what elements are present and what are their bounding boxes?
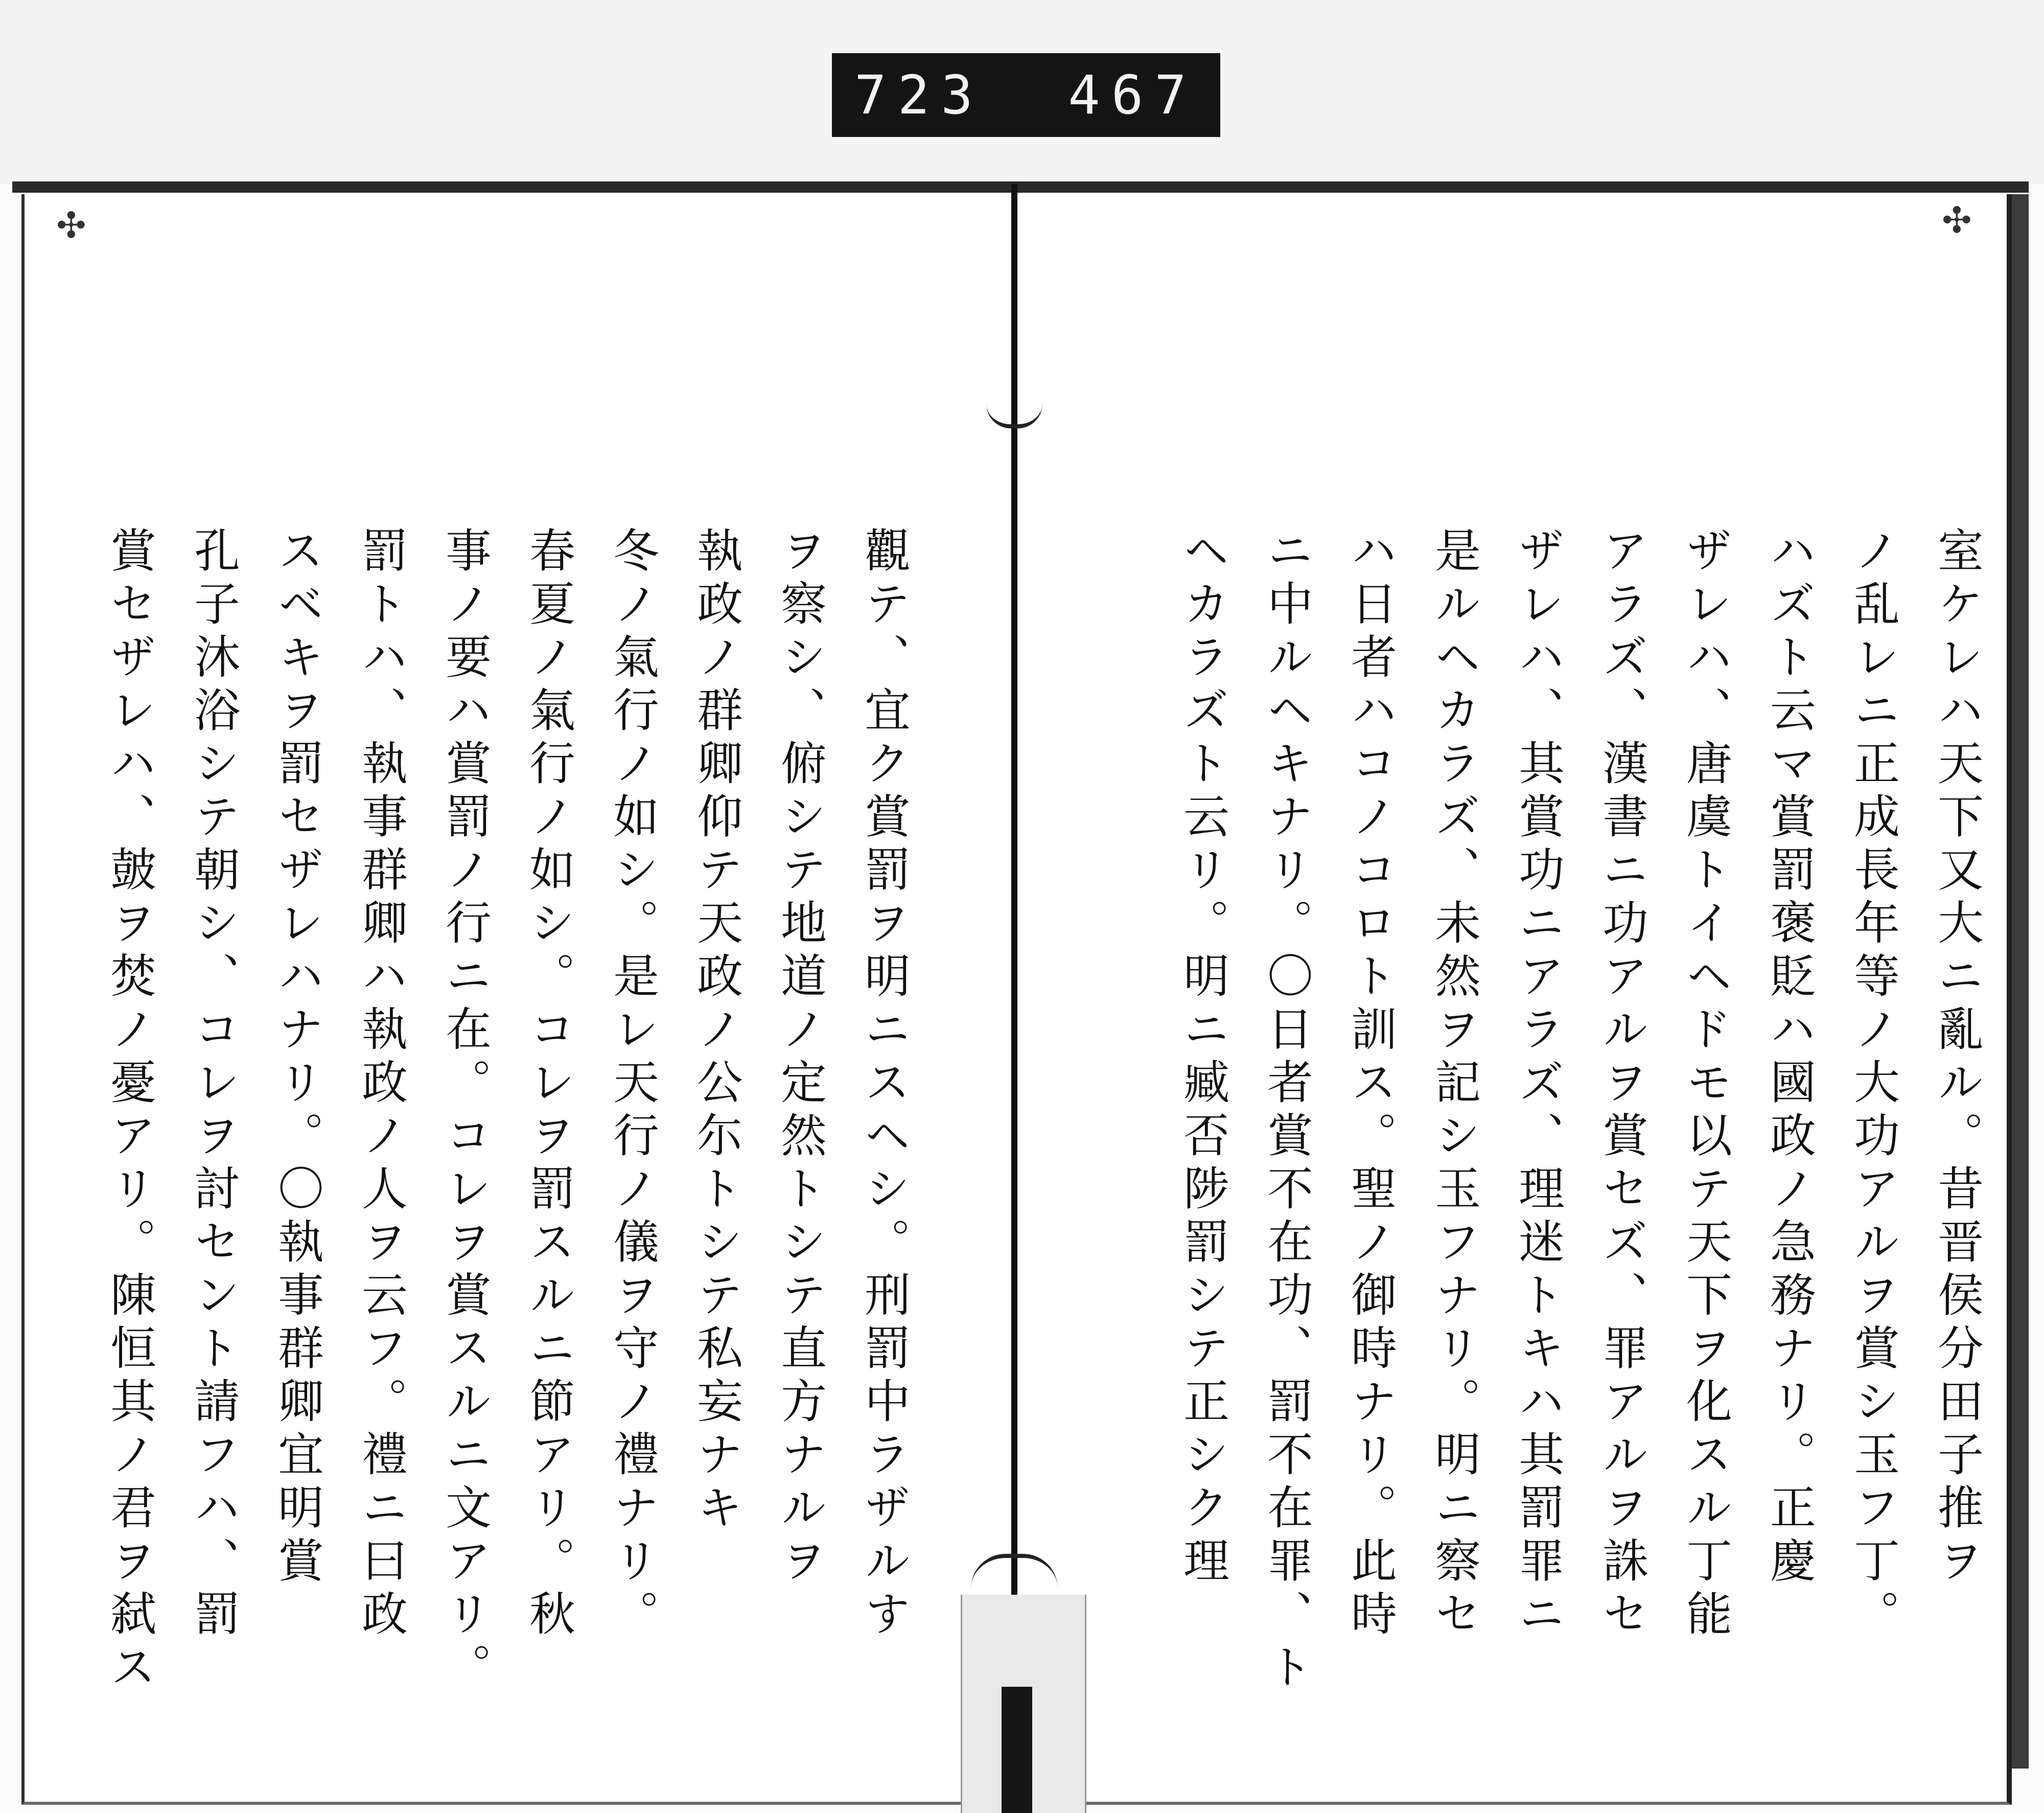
right-column: ハズト云マ賞罰褒貶ハ國政ノ急務ナリ。正慶 (1762, 526, 1816, 1590)
left-column: 罰トハ、執事群卿ハ執政ノ人ヲ云フ。禮ニ曰政 (354, 526, 407, 1643)
left-page-text (46, 526, 925, 1696)
left-column: 孔子沐浴シテ朝シ、コレヲ討セント請フハ、罰 (186, 526, 240, 1643)
left-column: 執政ノ群卿仰テ天政ノ公尓トシテ私妄ナキ (689, 526, 742, 1536)
right-column: ニ中ルヘキナリ。〇日者賞不在功、罰不在罪、ト (1259, 526, 1313, 1696)
right-corner-mark: ✣ (1942, 199, 1972, 241)
right-page-text (1119, 526, 1998, 1696)
left-column: 觀テ、宜ク賞罰ヲ明ニスヘシ。刑罰中ラザルす (856, 526, 910, 1643)
right-column: ハ日者ハコノコロト訓ス。聖ノ御時ナリ。此時 (1343, 526, 1397, 1643)
right-column: 是ルヘカラズ、未然ヲ記シ玉フナリ。明ニ察セ (1427, 526, 1480, 1643)
right-column: ザレハ、唐虞トイヘドモ以テ天下ヲ化スル丁能 (1678, 526, 1732, 1643)
binding-bottom-strip (1002, 1687, 1032, 1813)
archive-number-label (832, 53, 1220, 137)
right-column: 室ケレハ天下又大ニ亂ル。昔晋侯分田子推ヲ (1930, 526, 1983, 1590)
book-top-edge (12, 181, 2029, 193)
left-column: 春夏ノ氣行ノ如シ。コレヲ罰スルニ節アリ。秋 (521, 526, 575, 1643)
left-column: ヲ察シ、俯シテ地道ノ定然トシテ直方ナルヲ (773, 526, 826, 1590)
left-corner-mark: ✣ (56, 204, 86, 246)
right-column: ノ乱レニ正成長年等ノ大功アルヲ賞シ玉フ丁。 (1846, 526, 1899, 1643)
archive-number-right: 467 (1068, 64, 1198, 126)
left-column: 冬ノ氣行ノ如シ。是レ天行ノ儀ヲ守ノ禮ナリ。 (605, 526, 659, 1643)
right-column: ヘカラズト云リ。明ニ臧否陟罰シテ正シク理 (1175, 526, 1229, 1590)
left-column: 事ノ要ハ賞罰ノ行ニ在。コレヲ賞スルニ文アリ。 (437, 526, 491, 1696)
right-column: アラズ、漢書ニ功アルヲ賞セズ、罪アルヲ誅セ (1594, 526, 1648, 1643)
left-column: スベキヲ罰セザレハナリ。〇執事群卿宜明賞 (270, 526, 323, 1590)
archive-number-left: 723 (854, 64, 984, 126)
right-column: ザレハ、其賞功ニアラズ、理迷トキハ其罰罪ニ (1511, 526, 1564, 1643)
left-column: 賞セザレハ、皷ヲ焚ノ憂アリ。陳恒其ノ君ヲ弑ス (102, 526, 156, 1696)
